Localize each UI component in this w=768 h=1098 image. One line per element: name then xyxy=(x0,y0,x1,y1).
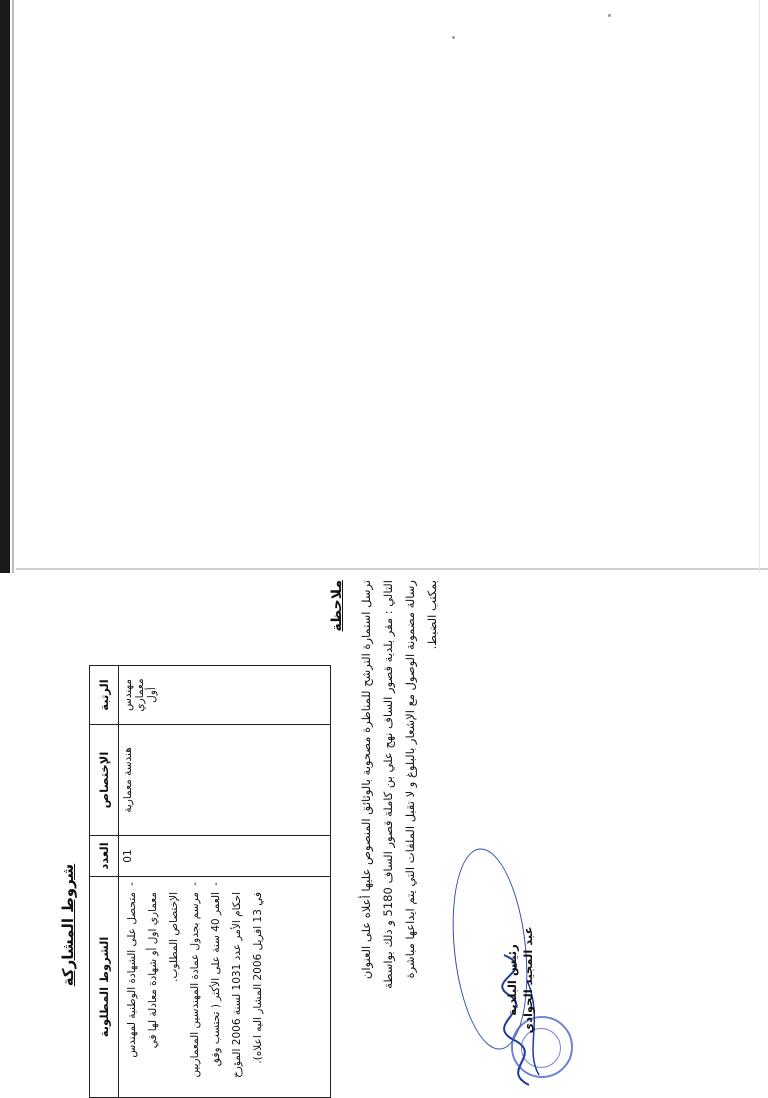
document-title: شروط المشاركة xyxy=(59,863,77,987)
cell-requirements xyxy=(119,877,331,1098)
table-row xyxy=(119,666,331,1098)
header-requirements: الشروط المطلوبة xyxy=(90,877,119,1098)
signature-title: رئيس البلدية xyxy=(505,944,519,1016)
scan-border-light xyxy=(12,0,14,573)
note-line: التالي : مقر بلدية قصور الساف نهج علي بن كاملة قصور الساف 5180 و ذلك بواسطة xyxy=(381,580,395,989)
signature-name: عبد المجيد الجوادي xyxy=(521,926,535,1034)
scan-right-edge xyxy=(759,0,760,573)
note-line: بمكتب الضبط. xyxy=(425,580,439,650)
note-line: ترسل استمارة الترشح للمناظرة مصحوبة بالوثائق المنصوص عليها أعلاه على العنوان xyxy=(359,580,373,980)
note-body xyxy=(355,580,443,1060)
cell-specialty: هندسة معمارية xyxy=(119,725,331,836)
requirements-list xyxy=(122,882,269,1092)
requirement-item: - العمر 40 سنة على الأكثر ( تحتسب وفق احكام الأمر عدد 1031 لسنة 2006 المؤرخ في 13 افريل 2006 المشار اليه اعلاه). xyxy=(206,882,269,1092)
requirement-item: - متحصل على الشهادة الوطنية لمهندس معماري اول أو شهادة معادلة لها في الإختصاص المطلوب. xyxy=(122,882,185,1092)
note-line: رسالة مضمونة الوصول مع الإشعار بالبلوغ و لا تقبل الملفات التي يتم ايداعها مباشرة xyxy=(403,580,417,979)
header-specialty: الإختصاص xyxy=(90,725,119,836)
note-title: ملاحظة xyxy=(329,580,345,632)
cell-count: 01 xyxy=(119,836,331,877)
scan-border-dark xyxy=(0,0,10,573)
header-rank: الرتبة xyxy=(90,666,119,725)
scan-speck xyxy=(608,14,611,17)
conditions-table xyxy=(89,665,331,1098)
cell-rank: مهندس معماري أول xyxy=(119,666,331,725)
rotated-document-page xyxy=(59,570,535,1090)
scan-speck xyxy=(452,36,455,39)
table-header-row xyxy=(90,666,119,1098)
header-count: العدد xyxy=(90,836,119,877)
signature-block xyxy=(504,910,536,1050)
requirement-item: - مرسم بجدول عمادة المهندسين المعماريين xyxy=(185,882,206,1092)
